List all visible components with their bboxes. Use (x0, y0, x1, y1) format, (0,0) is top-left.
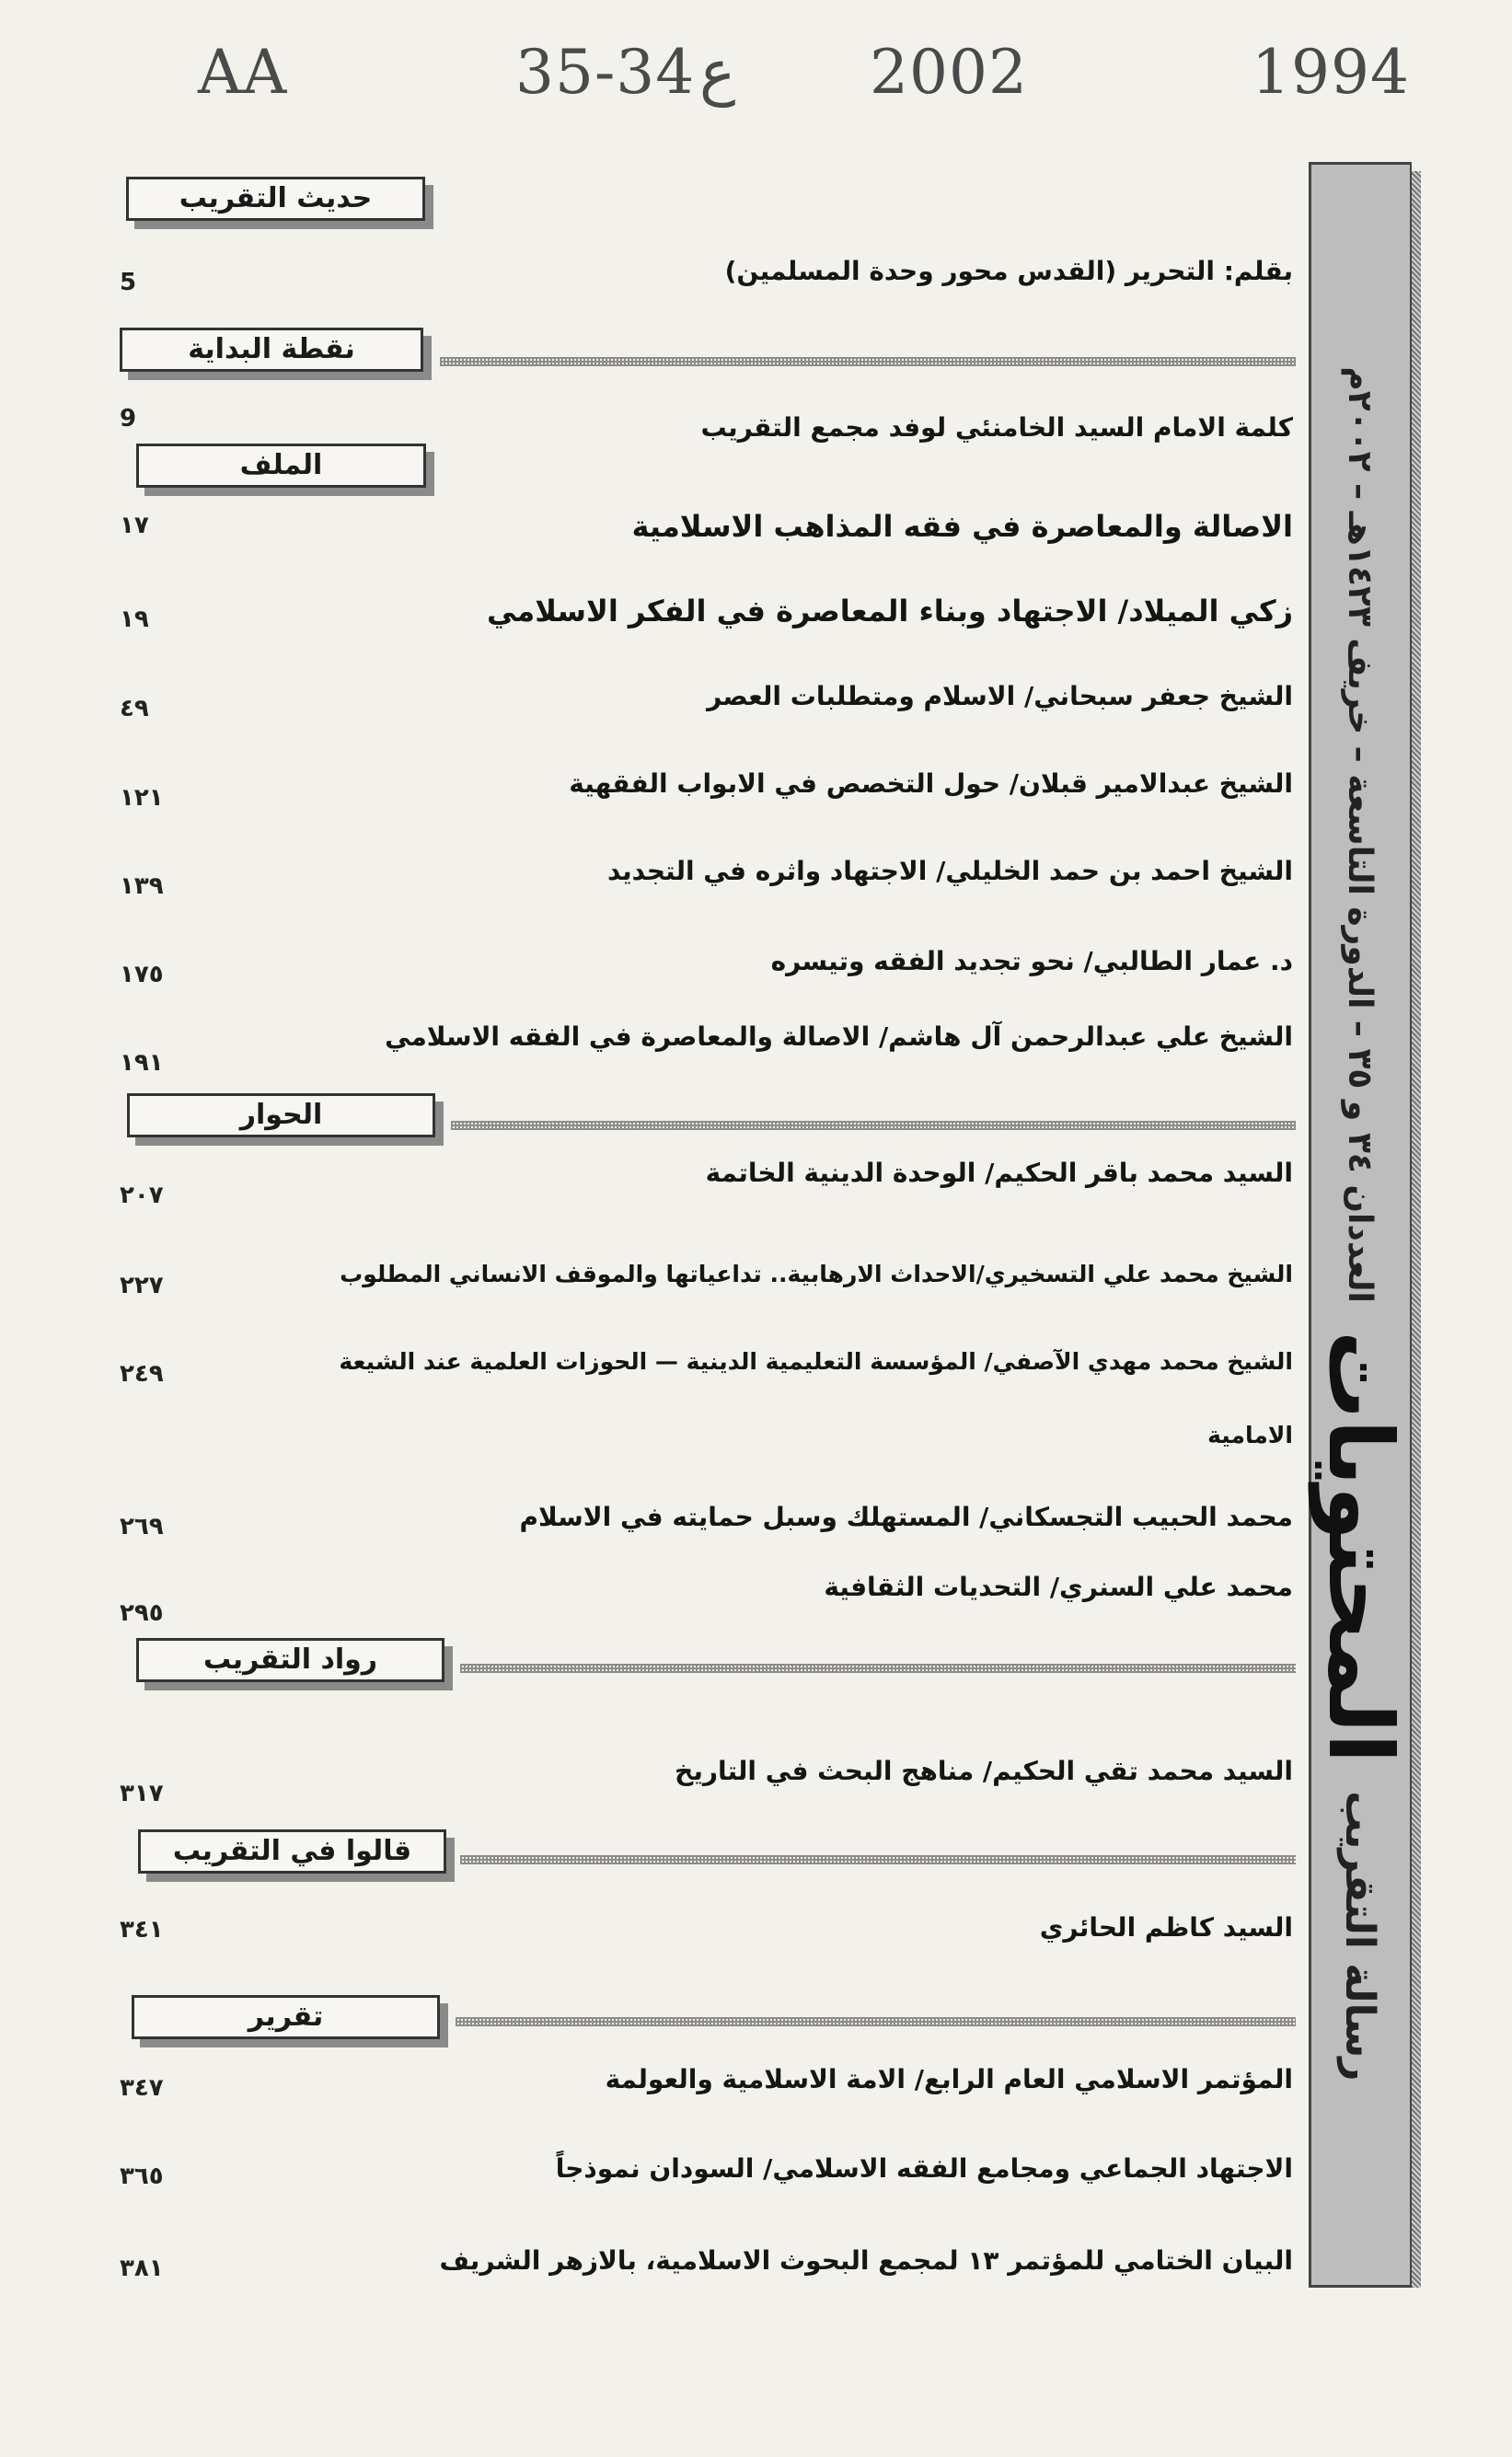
toc-entry[interactable]: الشيخ محمد مهدي الآصفي/ المؤسسة التعليمية الدينية — الحوزات العلمية عند الشيعة (339, 1348, 1293, 1375)
toc-entry[interactable]: الشيخ عبدالامير قبلان/ حول التخصص في الابواب الفقهية (569, 768, 1293, 799)
toc-entry-heading[interactable]: الاصالة والمعاصرة في فقه المذاهب الاسلامية (631, 509, 1293, 544)
section-header-hadith: حديث التقريب (126, 177, 425, 221)
page-number: ٣٤١ (120, 1916, 164, 1944)
page-number: ٢٠٧ (120, 1182, 164, 1209)
toc-entry[interactable]: الشيخ احمد بن حمد الخليلي/ الاجتهاد واثره في التجديد (606, 856, 1293, 886)
page-number: 9 (120, 405, 137, 433)
section-rule (451, 1121, 1296, 1130)
toc-entry[interactable]: السيد محمد تقي الحكيم/ مناهج البحث في التاريخ (675, 1756, 1293, 1786)
page-number: 5 (120, 269, 137, 296)
section-header-taqrir: تقرير (132, 1995, 440, 2039)
page-number: ٣١٧ (120, 1780, 164, 1807)
toc-entry[interactable]: الشيخ جعفر سبحاني/ الاسلام ومتطلبات العصر (707, 681, 1293, 711)
page-number: ١٣٩ (120, 872, 164, 900)
toc-entry[interactable]: بقلم: التحرير (القدس محور وحدة المسلمين) (724, 256, 1293, 286)
section-rule (460, 1855, 1296, 1864)
page-number: ١٩١ (120, 1049, 164, 1077)
handwritten-mark: ع (699, 37, 736, 108)
journal-name: رسالة التقريب (1336, 1791, 1384, 2082)
issue-line: العددان ٣٤ و ٣٥ – الدورة التاسعة – خريف ١٤٢٣هـ – ٢٠٠٢م (1341, 366, 1379, 1303)
page-number: ٣٨١ (120, 2255, 164, 2282)
handwritten-year: 2002 (870, 37, 1028, 108)
section-header-ruwwad: رواد التقريب (136, 1638, 444, 1682)
page-number: ٢٦٩ (120, 1513, 164, 1540)
band-shadow (1412, 171, 1421, 2288)
section-rule (440, 357, 1296, 366)
handwritten-issue-range: 35-34 (515, 37, 696, 108)
toc-entry[interactable]: كلمة الامام السيد الخامنئي لوفد مجمع التقريب (700, 412, 1293, 443)
toc-entry[interactable]: محمد علي السنري/ التحديات الثقافية (824, 1572, 1293, 1602)
toc-entry[interactable]: الشيخ علي عبدالرحمن آل هاشم/ الاصالة والمعاصرة في الفقه الاسلامي (385, 1021, 1293, 1052)
section-header-qalu: قالوا في التقريب (138, 1829, 446, 1874)
page-number: ٤٩ (120, 695, 149, 722)
toc-entry[interactable]: الشيخ محمد علي التسخيري/الاحداث الارهابية.. تداعياتها والموقف الانساني المطلوب (340, 1261, 1293, 1287)
section-rule (456, 2017, 1296, 2026)
toc-entry-continuation[interactable]: الامامية (1207, 1422, 1293, 1448)
band-text (1309, 366, 1412, 2081)
page-number: ٢٢٧ (120, 1272, 164, 1299)
contents-title: المحتويات (1309, 1330, 1412, 1764)
page-number: ١٧٥ (120, 961, 164, 988)
toc-entry[interactable]: السيد محمد باقر الحكيم/ الوحدة الدينية الخاتمة (705, 1158, 1293, 1188)
section-rule (460, 1664, 1296, 1673)
section-header-hiwar: الحوار (127, 1093, 435, 1137)
page-number: ٢٤٩ (120, 1360, 164, 1388)
page-number: ٣٤٧ (120, 2074, 164, 2102)
toc-entry[interactable]: محمد الحبيب التجسكاني/ المستهلك وسبل حمايته في الاسلام (519, 1502, 1293, 1532)
toc-entry[interactable]: البيان الختامي للمؤتمر ١٣ لمجمع البحوث الاسلامية، بالازهر الشريف (439, 2245, 1293, 2276)
toc-entry[interactable]: د. عمار الطالبي/ نحو تجديد الفقه وتيسره (770, 946, 1293, 976)
page-number: ١٩ (120, 606, 149, 633)
handwritten-ref: 1994 (1252, 37, 1410, 108)
page-number: ٢٩٥ (120, 1599, 164, 1627)
toc-entry[interactable]: زكي الميلاد/ الاجتهاد وبناء المعاصرة في الفكر الاسلامي (487, 594, 1293, 629)
page-number: ١٢١ (120, 784, 164, 812)
toc-entry[interactable]: الاجتهاد الجماعي ومجامع الفقه الاسلامي/ السودان نموذجاً (555, 2153, 1293, 2184)
page-number: ٣٦٥ (120, 2163, 164, 2190)
toc-entry[interactable]: السيد كاظم الحائري (1039, 1912, 1293, 1943)
section-header-bidaya: نقطة البداية (120, 328, 423, 372)
section-header-malaf: الملف (136, 444, 426, 488)
handwritten-code: AA (198, 37, 288, 108)
toc-entry[interactable]: المؤتمر الاسلامي العام الرابع/ الامة الاسلامية والعولمة (605, 2064, 1293, 2094)
page-number: ١٧ (120, 512, 149, 539)
